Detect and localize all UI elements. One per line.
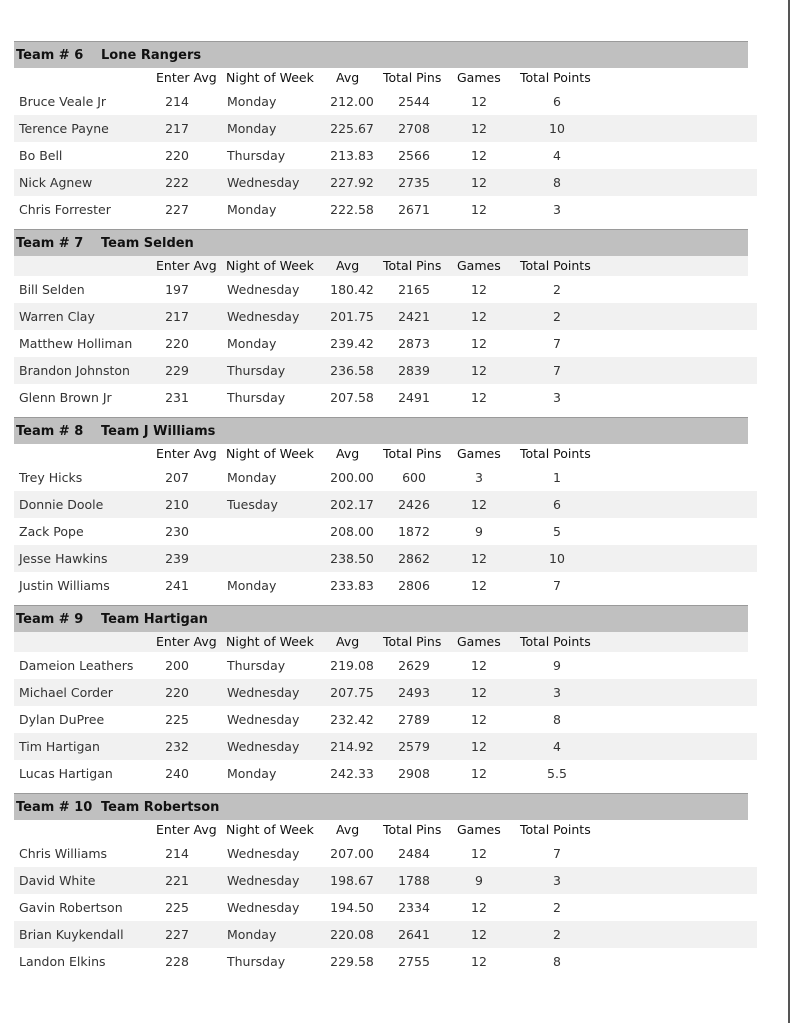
night-of-week-cell: Wednesday <box>227 712 300 727</box>
total-pins-cell: 2421 <box>398 309 430 324</box>
player-row <box>14 276 757 303</box>
avg-cell: 229.58 <box>330 954 374 969</box>
player-row <box>14 169 757 196</box>
games-cell: 9 <box>475 524 483 539</box>
games-cell: 12 <box>471 927 487 942</box>
player-row <box>14 733 757 760</box>
total-pins-cell: 2484 <box>398 846 430 861</box>
total-points-cell: 7 <box>553 846 561 861</box>
player-row <box>14 303 757 330</box>
games-cell: 12 <box>471 551 487 566</box>
team-block <box>14 41 757 229</box>
enter-avg-cell: 228 <box>165 954 189 969</box>
player-row <box>14 921 757 948</box>
col-header-total-points: Total Points <box>520 822 591 837</box>
player-name-cell: Lucas Hartigan <box>19 766 113 781</box>
player-row <box>14 867 757 894</box>
games-cell: 12 <box>471 94 487 109</box>
night-of-week-cell: Monday <box>227 766 277 781</box>
night-of-week-cell: Monday <box>227 927 277 942</box>
team-name: Team Robertson <box>101 799 220 815</box>
games-cell: 12 <box>471 578 487 593</box>
team-header <box>14 417 748 444</box>
total-points-cell: 2 <box>553 282 561 297</box>
col-header-games: Games <box>457 70 501 85</box>
enter-avg-cell: 230 <box>165 524 189 539</box>
player-row <box>14 572 757 599</box>
player-name-cell: Brandon Johnston <box>19 363 130 378</box>
games-cell: 9 <box>475 873 483 888</box>
col-header-avg: Avg <box>336 70 360 85</box>
night-of-week-cell: Wednesday <box>227 846 300 861</box>
player-name-cell: Bill Selden <box>19 282 85 297</box>
total-points-cell: 7 <box>553 578 561 593</box>
team-number: Team # 6 <box>16 47 84 63</box>
games-cell: 12 <box>471 954 487 969</box>
col-header-enter-avg: Enter Avg <box>156 70 217 85</box>
col-header-night-of-week: Night of Week <box>226 70 314 85</box>
col-header-total-pins: Total Pins <box>383 822 442 837</box>
total-pins-cell: 2755 <box>398 954 430 969</box>
team-roster-list <box>14 41 757 981</box>
night-of-week-cell: Monday <box>227 94 277 109</box>
team-block <box>14 605 757 793</box>
player-row <box>14 357 757 384</box>
player-row <box>14 948 757 975</box>
enter-avg-cell: 210 <box>165 497 189 512</box>
col-header-night-of-week: Night of Week <box>226 634 314 649</box>
enter-avg-cell: 207 <box>165 470 189 485</box>
enter-avg-cell: 200 <box>165 658 189 673</box>
player-name-cell: Zack Pope <box>19 524 84 539</box>
games-cell: 12 <box>471 148 487 163</box>
night-of-week-cell: Thursday <box>227 363 286 378</box>
avg-cell: 200.00 <box>330 470 374 485</box>
col-header-night-of-week: Night of Week <box>226 258 314 273</box>
total-points-cell: 3 <box>553 390 561 405</box>
player-row <box>14 384 757 411</box>
games-cell: 12 <box>471 309 487 324</box>
total-points-cell: 2 <box>553 900 561 915</box>
player-name-cell: Trey Hicks <box>19 470 83 485</box>
avg-cell: 201.75 <box>330 309 374 324</box>
player-row <box>14 840 757 867</box>
avg-cell: 198.67 <box>330 873 374 888</box>
total-points-cell: 2 <box>553 927 561 942</box>
night-of-week-cell: Thursday <box>227 954 286 969</box>
col-header-total-points: Total Points <box>520 258 591 273</box>
enter-avg-cell: 227 <box>165 202 189 217</box>
avg-cell: 225.67 <box>330 121 374 136</box>
player-row <box>14 491 757 518</box>
player-row <box>14 196 757 223</box>
column-header-row <box>14 820 748 840</box>
enter-avg-cell: 220 <box>165 148 189 163</box>
player-name-cell: Justin Williams <box>19 578 110 593</box>
player-name-cell: Nick Agnew <box>19 175 93 190</box>
player-name-cell: Dameion Leathers <box>19 658 134 673</box>
team-header <box>14 41 748 68</box>
player-row <box>14 464 757 491</box>
column-header-row <box>14 444 748 464</box>
enter-avg-cell: 214 <box>165 846 189 861</box>
team-number: Team # 10 <box>16 799 93 815</box>
total-pins-cell: 2873 <box>398 336 430 351</box>
night-of-week-cell: Monday <box>227 202 277 217</box>
col-header-avg: Avg <box>336 822 360 837</box>
night-of-week-cell: Wednesday <box>227 739 300 754</box>
avg-cell: 213.83 <box>330 148 374 163</box>
night-of-week-cell: Tuesday <box>227 497 278 512</box>
games-cell: 12 <box>471 390 487 405</box>
col-header-enter-avg: Enter Avg <box>156 446 217 461</box>
avg-cell: 242.33 <box>330 766 374 781</box>
player-row <box>14 518 757 545</box>
night-of-week-cell: Monday <box>227 336 277 351</box>
team-header <box>14 605 748 632</box>
games-cell: 12 <box>471 121 487 136</box>
player-row <box>14 652 757 679</box>
total-pins-cell: 2544 <box>398 94 430 109</box>
player-name-cell: Donnie Doole <box>19 497 104 512</box>
enter-avg-cell: 241 <box>165 578 189 593</box>
player-name-cell: Bruce Veale Jr <box>19 94 107 109</box>
total-pins-cell: 2735 <box>398 175 430 190</box>
col-header-night-of-week: Night of Week <box>226 446 314 461</box>
col-header-total-pins: Total Pins <box>383 70 442 85</box>
total-pins-cell: 1788 <box>398 873 430 888</box>
games-cell: 12 <box>471 202 487 217</box>
total-pins-cell: 2839 <box>398 363 430 378</box>
col-header-total-points: Total Points <box>520 70 591 85</box>
total-points-cell: 1 <box>553 470 561 485</box>
team-header <box>14 229 748 256</box>
avg-cell: 227.92 <box>330 175 374 190</box>
player-name-cell: Brian Kuykendall <box>19 927 124 942</box>
col-header-games: Games <box>457 634 501 649</box>
player-name-cell: Tim Hartigan <box>19 739 100 754</box>
night-of-week-cell: Thursday <box>227 148 286 163</box>
total-points-cell: 5.5 <box>547 766 567 781</box>
col-header-enter-avg: Enter Avg <box>156 258 217 273</box>
total-pins-cell: 2165 <box>398 282 430 297</box>
avg-cell: 222.58 <box>330 202 374 217</box>
total-pins-cell: 2426 <box>398 497 430 512</box>
total-points-cell: 3 <box>553 685 561 700</box>
night-of-week-cell: Thursday <box>227 390 286 405</box>
total-pins-cell: 2566 <box>398 148 430 163</box>
total-points-cell: 10 <box>549 121 565 136</box>
total-pins-cell: 2641 <box>398 927 430 942</box>
games-cell: 12 <box>471 363 487 378</box>
total-pins-cell: 2908 <box>398 766 430 781</box>
enter-avg-cell: 214 <box>165 94 189 109</box>
total-pins-cell: 2579 <box>398 739 430 754</box>
enter-avg-cell: 240 <box>165 766 189 781</box>
total-points-cell: 4 <box>553 148 561 163</box>
enter-avg-cell: 217 <box>165 121 189 136</box>
avg-cell: 207.75 <box>330 685 374 700</box>
night-of-week-cell: Wednesday <box>227 282 300 297</box>
col-header-enter-avg: Enter Avg <box>156 822 217 837</box>
total-points-cell: 6 <box>553 497 561 512</box>
player-row <box>14 115 757 142</box>
total-pins-cell: 2491 <box>398 390 430 405</box>
player-name-cell: Bo Bell <box>19 148 63 163</box>
team-number: Team # 9 <box>16 611 84 627</box>
enter-avg-cell: 197 <box>165 282 189 297</box>
games-cell: 12 <box>471 766 487 781</box>
total-pins-cell: 2493 <box>398 685 430 700</box>
games-cell: 12 <box>471 712 487 727</box>
games-cell: 12 <box>471 900 487 915</box>
page-edge-rule <box>788 0 790 1023</box>
total-pins-cell: 2789 <box>398 712 430 727</box>
total-pins-cell: 1872 <box>398 524 430 539</box>
avg-cell: 194.50 <box>330 900 374 915</box>
night-of-week-cell: Wednesday <box>227 175 300 190</box>
avg-cell: 207.00 <box>330 846 374 861</box>
games-cell: 12 <box>471 336 487 351</box>
night-of-week-cell: Monday <box>227 470 277 485</box>
player-name-cell: David White <box>19 873 96 888</box>
col-header-avg: Avg <box>336 446 360 461</box>
player-name-cell: Jesse Hawkins <box>19 551 108 566</box>
player-name-cell: Terence Payne <box>19 121 109 136</box>
enter-avg-cell: 225 <box>165 900 189 915</box>
team-name: Team Hartigan <box>101 611 208 627</box>
games-cell: 12 <box>471 497 487 512</box>
avg-cell: 207.58 <box>330 390 374 405</box>
player-name-cell: Dylan DuPree <box>19 712 105 727</box>
avg-cell: 180.42 <box>330 282 374 297</box>
enter-avg-cell: 231 <box>165 390 189 405</box>
col-header-total-pins: Total Pins <box>383 634 442 649</box>
avg-cell: 236.58 <box>330 363 374 378</box>
player-name-cell: Glenn Brown Jr <box>19 390 112 405</box>
total-points-cell: 3 <box>553 202 561 217</box>
player-row <box>14 894 757 921</box>
avg-cell: 232.42 <box>330 712 374 727</box>
player-name-cell: Michael Corder <box>19 685 113 700</box>
col-header-night-of-week: Night of Week <box>226 822 314 837</box>
col-header-avg: Avg <box>336 634 360 649</box>
player-name-cell: Warren Clay <box>19 309 95 324</box>
col-header-total-points: Total Points <box>520 634 591 649</box>
games-cell: 12 <box>471 846 487 861</box>
player-row <box>14 706 757 733</box>
total-pins-cell: 2629 <box>398 658 430 673</box>
total-pins-cell: 2671 <box>398 202 430 217</box>
games-cell: 3 <box>475 470 483 485</box>
night-of-week-cell: Wednesday <box>227 309 300 324</box>
enter-avg-cell: 229 <box>165 363 189 378</box>
games-cell: 12 <box>471 175 487 190</box>
avg-cell: 202.17 <box>330 497 374 512</box>
avg-cell: 212.00 <box>330 94 374 109</box>
total-pins-cell: 2806 <box>398 578 430 593</box>
enter-avg-cell: 225 <box>165 712 189 727</box>
avg-cell: 220.08 <box>330 927 374 942</box>
enter-avg-cell: 220 <box>165 685 189 700</box>
team-block <box>14 229 757 417</box>
total-points-cell: 8 <box>553 712 561 727</box>
player-name-cell: Matthew Holliman <box>19 336 133 351</box>
col-header-games: Games <box>457 822 501 837</box>
team-block <box>14 793 757 981</box>
player-name-cell: Chris Williams <box>19 846 108 861</box>
total-points-cell: 2 <box>553 309 561 324</box>
col-header-total-pins: Total Pins <box>383 446 442 461</box>
night-of-week-cell: Monday <box>227 121 277 136</box>
total-points-cell: 9 <box>553 658 561 673</box>
games-cell: 12 <box>471 658 487 673</box>
games-cell: 12 <box>471 282 487 297</box>
column-header-row <box>14 632 748 652</box>
player-row <box>14 679 757 706</box>
enter-avg-cell: 221 <box>165 873 189 888</box>
total-points-cell: 10 <box>549 551 565 566</box>
team-name: Lone Rangers <box>101 47 202 63</box>
enter-avg-cell: 227 <box>165 927 189 942</box>
team-number: Team # 7 <box>16 235 84 251</box>
games-cell: 12 <box>471 739 487 754</box>
total-pins-cell: 2334 <box>398 900 430 915</box>
col-header-total-points: Total Points <box>520 446 591 461</box>
player-name-cell: Chris Forrester <box>19 202 111 217</box>
col-header-games: Games <box>457 446 501 461</box>
player-row <box>14 330 757 357</box>
enter-avg-cell: 220 <box>165 336 189 351</box>
games-cell: 12 <box>471 685 487 700</box>
avg-cell: 239.42 <box>330 336 374 351</box>
avg-cell: 214.92 <box>330 739 374 754</box>
night-of-week-cell: Wednesday <box>227 900 300 915</box>
avg-cell: 233.83 <box>330 578 374 593</box>
total-points-cell: 3 <box>553 873 561 888</box>
player-row <box>14 88 757 115</box>
column-header-row <box>14 68 748 88</box>
player-name-cell: Landon Elkins <box>19 954 106 969</box>
enter-avg-cell: 222 <box>165 175 189 190</box>
team-name: Team Selden <box>101 235 194 251</box>
enter-avg-cell: 239 <box>165 551 189 566</box>
night-of-week-cell: Monday <box>227 578 277 593</box>
night-of-week-cell: Thursday <box>227 658 286 673</box>
column-header-row <box>14 256 748 276</box>
col-header-total-pins: Total Pins <box>383 258 442 273</box>
col-header-enter-avg: Enter Avg <box>156 634 217 649</box>
team-block <box>14 417 757 605</box>
total-points-cell: 8 <box>553 954 561 969</box>
player-row <box>14 760 757 787</box>
team-number: Team # 8 <box>16 423 84 439</box>
avg-cell: 219.08 <box>330 658 374 673</box>
enter-avg-cell: 232 <box>165 739 189 754</box>
total-pins-cell: 2708 <box>398 121 430 136</box>
avg-cell: 238.50 <box>330 551 374 566</box>
total-pins-cell: 600 <box>402 470 426 485</box>
player-row <box>14 545 757 572</box>
total-points-cell: 7 <box>553 363 561 378</box>
avg-cell: 208.00 <box>330 524 374 539</box>
total-points-cell: 8 <box>553 175 561 190</box>
total-pins-cell: 2862 <box>398 551 430 566</box>
enter-avg-cell: 217 <box>165 309 189 324</box>
col-header-avg: Avg <box>336 258 360 273</box>
total-points-cell: 6 <box>553 94 561 109</box>
col-header-games: Games <box>457 258 501 273</box>
total-points-cell: 4 <box>553 739 561 754</box>
total-points-cell: 5 <box>553 524 561 539</box>
night-of-week-cell: Wednesday <box>227 685 300 700</box>
team-header <box>14 793 748 820</box>
night-of-week-cell: Wednesday <box>227 873 300 888</box>
team-name: Team J Williams <box>101 423 216 439</box>
player-row <box>14 142 757 169</box>
total-points-cell: 7 <box>553 336 561 351</box>
player-name-cell: Gavin Robertson <box>19 900 123 915</box>
